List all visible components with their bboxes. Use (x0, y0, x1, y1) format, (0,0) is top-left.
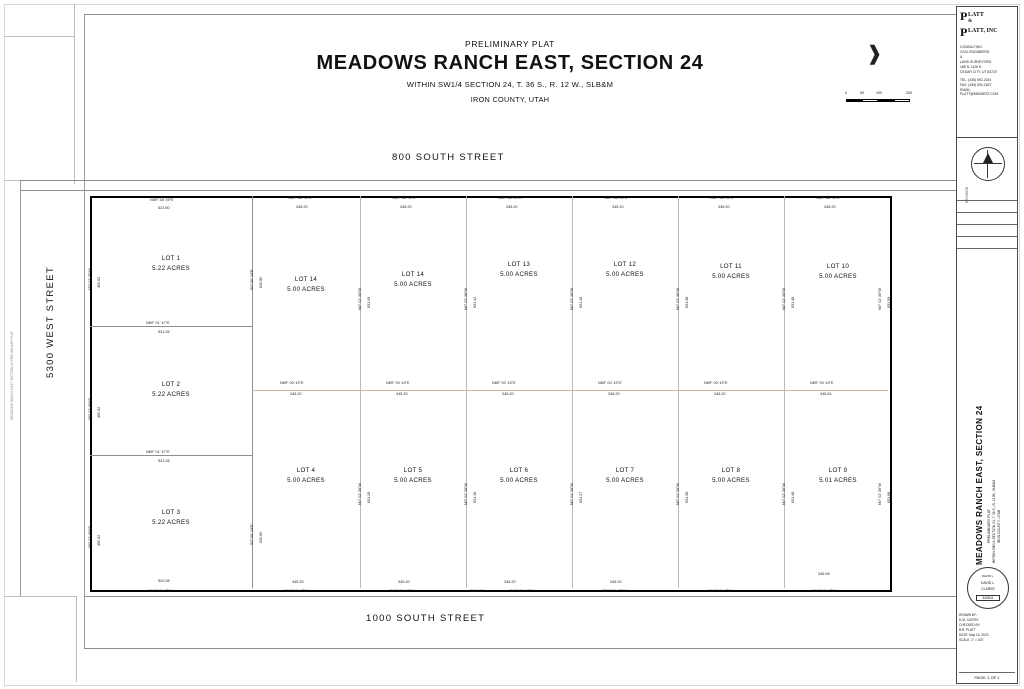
bearing-label-center: N89° 01' 47"E (146, 321, 170, 325)
distance-label-south: 345.20 (398, 580, 410, 584)
seal-line: DAVID L. (981, 581, 995, 585)
row-line-north-bottom (20, 180, 956, 181)
lot-name: LOT 3 (161, 509, 181, 516)
lot-name: LOT 14 (401, 271, 425, 278)
scale-tick-100: 100 (876, 91, 883, 95)
distance-label-center: 345.20 (502, 392, 514, 396)
bearing-label-center: N89° 00' 43"E (492, 381, 516, 385)
bearing-label-south: S89° 01' 47"W (602, 589, 627, 593)
lot-label (808, 262, 868, 281)
distance-label-lot-line: 631.48 (791, 491, 795, 503)
distance-label-lot-line: 631.12 (473, 296, 477, 308)
bearing-label-west: N0° 02' 36"W (88, 268, 92, 290)
bearing-label-center: N89° 00' 43"E (386, 381, 410, 385)
drawn-by-label: DRAWN BY: (959, 613, 977, 617)
distance-label-north: 521.60 (158, 206, 170, 210)
drawn-by-value: D.M. CURTIS (959, 617, 979, 622)
distance-label-west: 450.62 (97, 534, 101, 546)
row-line-west-right (84, 14, 85, 648)
distance-label-south: 520.98 (158, 579, 170, 583)
lot-name: LOT 5 (403, 467, 423, 474)
scale-tick-0: 0 (845, 91, 848, 95)
bearing-label-lot-line: N0° 02' 36"W (464, 288, 468, 310)
distance-label-south: 345.20 (292, 580, 304, 584)
lot-acreage: 5.22 ACRES (152, 390, 190, 398)
distance-label-north: 345.20 (718, 205, 730, 209)
firm-line: & (960, 54, 963, 59)
bearing-label-south: S89° 01' 47"W (284, 589, 309, 593)
bearing-label-east: N0° 02' 36"W (878, 288, 882, 310)
lot-label (141, 380, 201, 399)
lot-acreage: 5.00 ACRES (394, 476, 432, 484)
bearing-label-north: N89° 58' 39"E (498, 196, 522, 200)
lot-line-center-horizontal (252, 390, 888, 391)
lot-acreage: 5.01 ACRES (819, 476, 857, 484)
logo-latt1: LATT (968, 12, 984, 18)
lot-line-horizontal (90, 455, 252, 456)
bearing-label-north: N89° 58' 39"E (710, 196, 734, 200)
firm-line: CIVIL ENGINEERS (960, 49, 990, 54)
lot-name: LOT 6 (509, 467, 529, 474)
bearing-label-south: S89° 01' 47"W (148, 589, 173, 593)
distance-label-south: 345.20 (610, 580, 622, 584)
lot-label (489, 260, 549, 279)
vertical-revision-label: REVISION (965, 186, 969, 203)
margin-note: MEADOWS RANCH EAST SECTION 24 PRELIMINARY PLAT (10, 331, 14, 420)
page-label: PAGE: 1 OF 1 (959, 672, 1015, 680)
lot-label (489, 466, 549, 485)
lot-name: LOT 14 (294, 276, 318, 283)
distance-label-south: 346.08 (818, 572, 830, 576)
distance-label-center: 345.20 (714, 392, 726, 396)
lot-line-vertical (466, 196, 467, 588)
bearing-label-south-total: S89° 01' 47"W (510, 589, 535, 593)
lot-label (141, 508, 201, 527)
north-arrow-compass (971, 147, 1005, 181)
lot-label (595, 466, 655, 485)
bearing-label-center: N89° 00' 43"E (280, 381, 304, 385)
bearing-label-lot-line: S0° 00' 24"E (250, 269, 254, 290)
vertical-title-prelim: PRELIMINARY PLAT (987, 509, 991, 543)
bearing-label-lot-line: N0° 02' 36"W (676, 288, 680, 310)
logo-latt2: LATT, INC (968, 28, 998, 34)
checked-by-label: CHECKED BY: (959, 622, 981, 627)
row-line-south-top (84, 596, 956, 597)
lot-label (383, 270, 443, 289)
lot-label (383, 466, 443, 485)
distance-label-lot-line: 631.38 (685, 296, 689, 308)
row-line-west-left (20, 180, 21, 596)
bearing-label-west: N0° 02' 36"W (88, 526, 92, 548)
distance-label-north: 345.20 (296, 205, 308, 209)
logo-p2: P (960, 25, 968, 39)
row-line-north-top (84, 14, 956, 15)
registration-tick (74, 4, 75, 36)
bearing-label-center: N89° 01' 47"E (146, 450, 170, 454)
row-line-north-inner (20, 190, 956, 191)
bearing-label-lot-line: N0° 02' 36"W (782, 288, 786, 310)
distance-label-lot-line: 631.26 (367, 491, 371, 503)
lot-acreage: 5.00 ACRES (500, 270, 538, 278)
vertical-title-legal: WITHIN SW1/4 SECTION 24, T. 36 S., R. 12 W., SLB&M (992, 479, 996, 563)
street-label-1000-south: 1000 SOUTH STREET (366, 613, 486, 624)
lot-name: LOT 8 (721, 467, 741, 474)
firm-line: CEDAR CITY, UT 84720 (960, 69, 997, 74)
plat-county: IRON COUNTY, UTAH (470, 95, 550, 104)
distance-label-south-total: 2618.35 (470, 589, 484, 593)
distance-label-north: 345.20 (400, 205, 412, 209)
lot-name: LOT 1 (161, 255, 181, 262)
lot-acreage: 5.00 ACRES (712, 272, 750, 280)
distance-label-center: 345.20 (290, 392, 302, 396)
registration-tick (74, 36, 75, 184)
distance-label-lot-line: 631.48 (791, 296, 795, 308)
lot-name: LOT 12 (613, 261, 637, 268)
distance-label-west: 450.52 (97, 406, 101, 418)
firm-line: FAX: (435) 592-2627 (960, 82, 992, 87)
bearing-label-lot-line: N0° 02' 36"W (358, 288, 362, 310)
logo-amp: & (968, 19, 973, 24)
plat-date: DATE: May 14, 2023 (959, 632, 989, 637)
bearing-label-lot-line: N0° 02' 36"W (570, 483, 574, 505)
bearing-label-lot-line: N0° 02' 36"W (676, 483, 680, 505)
lot-line-vertical (360, 196, 361, 588)
distance-label-center: 541.26 (158, 459, 170, 463)
distance-label-center: 345.20 (396, 392, 408, 396)
lot-label (141, 254, 201, 273)
lot-line-vertical (678, 196, 679, 588)
lot-acreage: 5.00 ACRES (287, 476, 325, 484)
distance-label-north: 345.20 (824, 205, 836, 209)
distance-label-lot-line: 631.38 (685, 491, 689, 503)
bearing-label-center: N89° 00' 43"E (810, 381, 834, 385)
bearing-label-center: N89° 00' 43"E (598, 381, 622, 385)
lot-line-vertical (784, 196, 785, 588)
revision-row (957, 213, 1017, 225)
distance-label-center: 345.64 (820, 392, 832, 396)
distance-label-lot-line: 631.16 (473, 491, 477, 503)
bearing-label-west: N0° 02' 36"W (88, 398, 92, 420)
lot-acreage: 5.22 ACRES (152, 264, 190, 272)
registration-tick (76, 596, 77, 682)
distance-label-west: 450.62 (97, 276, 101, 288)
bearing-label-lot-line: N0° 02' 36"W (358, 483, 362, 505)
plat-scale: SCALE: 1" = 100' (959, 637, 984, 642)
vertical-title-main: MEADOWS RANCH EAST, SECTION 24 (975, 405, 984, 565)
firm-info (960, 45, 1014, 97)
lot-label (808, 466, 868, 485)
firm-line: EMAIL: (960, 87, 972, 92)
lot-name: LOT 10 (826, 263, 850, 270)
distance-label-south: 345.20 (504, 580, 516, 584)
bearing-label-east: N0° 02' 36"W (878, 483, 882, 505)
lot-name: LOT 7 (615, 467, 635, 474)
lot-acreage: 5.00 ACRES (819, 272, 857, 280)
firm-line: PLATT@MIDWEST.COM (960, 92, 999, 97)
lot-label (276, 275, 336, 294)
firm-logo (959, 9, 1015, 43)
lot-label (701, 262, 761, 281)
bearing-label-north: N89° 58' 39"E (392, 196, 416, 200)
distance-label-center: 541.26 (158, 330, 170, 334)
bearing-label-lot-line: S0° 00' 24"E (250, 524, 254, 545)
lot-name: LOT 2 (161, 381, 181, 388)
registration-tick (4, 596, 76, 597)
bearing-label-south: S89° 01' 47"W (390, 589, 415, 593)
bearing-label-lot-line: N0° 02' 36"W (570, 288, 574, 310)
subdivision-boundary (90, 196, 892, 592)
bearing-label-north: N89° 58' 39"E (816, 196, 840, 200)
street-label-5300-west: 5300 WEST STREET (45, 266, 56, 378)
lot-acreage: 5.00 ACRES (606, 270, 644, 278)
surveyor-seal (967, 567, 1009, 609)
scale-tick-50: 50 (860, 91, 865, 95)
distance-label-lot-line: 630.80 (259, 531, 263, 543)
seal-line: 343641 (976, 595, 1000, 601)
distance-label-lot-line: 631.27 (579, 491, 583, 503)
plat-title: MEADOWS RANCH EAST, SECTION 24 (316, 52, 704, 74)
distance-label-north: 345.20 (506, 205, 518, 209)
lot-acreage: 5.00 ACRES (500, 476, 538, 484)
logo-p1: P (960, 9, 968, 23)
registration-tick (4, 36, 74, 37)
lot-acreage: 5.22 ACRES (152, 518, 190, 526)
lot-line-vertical (572, 196, 573, 588)
seal-line: DAVID L. (981, 574, 995, 578)
distance-label-east: 631.59 (887, 296, 891, 308)
graphic-scale-bar (845, 91, 913, 106)
plat-legal-description: WITHIN SW1/4 SECTION 24, T. 36 S., R. 12 W., SLB&M (406, 80, 614, 89)
distance-label-lot-line: 631.18 (579, 296, 583, 308)
lot-acreage: 5.00 ACRES (394, 280, 432, 288)
bearing-label-center: N89° 00' 43"E (704, 381, 728, 385)
lot-label (276, 466, 336, 485)
lot-name: LOT 13 (507, 261, 531, 268)
lot-acreage: 5.00 ACRES (606, 476, 644, 484)
row-line-south-bottom (84, 648, 956, 649)
firm-line: CONSULTING (960, 45, 982, 49)
revision-row (957, 225, 1017, 237)
firm-line: TEL: (435) 592-2151 (960, 77, 992, 82)
bearing-label-south: S89° 01' 47"W (812, 589, 837, 593)
north-arrow-icon: ❱ (866, 43, 883, 65)
bearing-label-lot-line: N0° 02' 36"W (782, 483, 786, 505)
title-block-vertical-title (957, 186, 1017, 573)
seal-line: CLARKE (981, 587, 995, 591)
drawn-checked-info (959, 613, 1015, 643)
lot-name: LOT 11 (720, 263, 742, 270)
bearing-label-lot-line: N0° 02' 36"W (464, 483, 468, 505)
street-label-800-south: 800 SOUTH STREET (392, 152, 505, 163)
checked-by-value: B.R. PLATT (959, 627, 976, 632)
lot-acreage: 5.00 ACRES (712, 476, 750, 484)
scale-tick-200: 200 (906, 91, 913, 95)
bearing-label-north: N89° 58' 39"E (604, 196, 628, 200)
bearing-label-north: N89° 58' 39"E (288, 196, 312, 200)
distance-label-center: 345.20 (608, 392, 620, 396)
title-block (956, 6, 1018, 684)
distance-label-lot-line: 630.80 (259, 276, 263, 288)
distance-label-north: 345.20 (612, 205, 624, 209)
lot-line-horizontal (90, 326, 252, 327)
firm-line: 185 N. 1100 E. (960, 64, 983, 69)
title-block-divider (957, 137, 1017, 138)
distance-label-lot-line: 631.06 (367, 296, 371, 308)
distance-label-east: 631.68 (887, 491, 891, 503)
plat-subtitle-preliminary: PRELIMINARY PLAT (465, 39, 555, 49)
vertical-title-county: IRON COUNTY, UTAH (997, 509, 1001, 543)
firm-line: LAND SURVEYORS (960, 59, 992, 64)
lot-acreage: 5.00 ACRES (287, 285, 325, 293)
lot-name: LOT 4 (296, 467, 316, 474)
lot-label (701, 466, 761, 485)
bearing-label-north: N89° 58' 39"E (150, 198, 174, 202)
lot-name: LOT 9 (828, 467, 848, 474)
lot-label (595, 260, 655, 279)
bearing-label-south: S89° 01' 47"W (708, 589, 733, 593)
